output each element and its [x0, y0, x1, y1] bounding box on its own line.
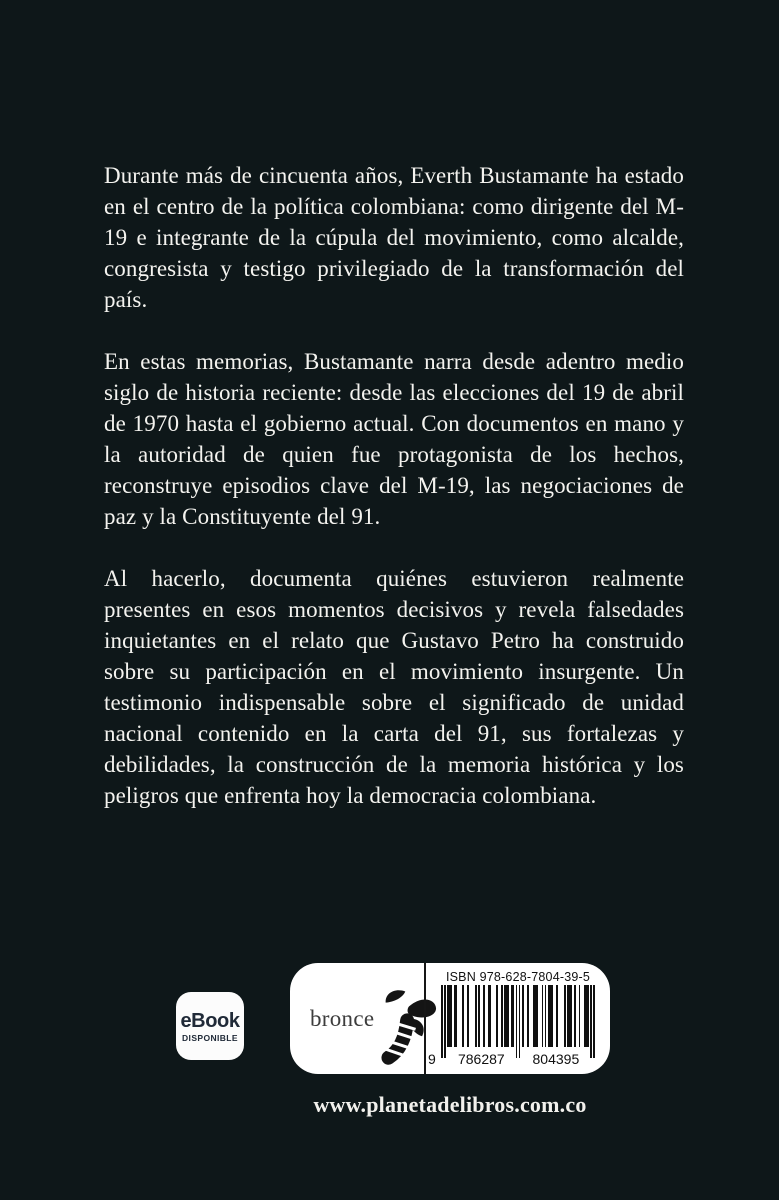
publisher-barcode-block	[290, 963, 610, 1074]
synopsis-paragraph-2: En estas memorias, Bustamante narra desde adentro medio siglo de historia reciente: desde las elecciones del 19 de abril de 1970 hasta el gobierno actual. Con documentos en mano y la autoridad de quien fue protagonista de los hechos, reconstruye episodios clave del M-19, las negociaciones de paz y la Constituyente del 91.	[104, 349, 684, 529]
isbn-label: ISBN 978-628-7804-39-5	[445, 970, 591, 984]
website-url: www.planetadelibros.com.co	[313, 1092, 587, 1117]
synopsis	[104, 160, 684, 842]
imprint-name: bronce	[310, 1005, 375, 1031]
imprint-section	[290, 963, 424, 1074]
ebook-available-badge	[176, 992, 244, 1060]
synopsis-paragraph-1: Durante más de cincuenta años, Everth Bustamante ha estado en el centro de la política colombiana: como dirigente del M-19 e integrante de la cúpula del movimiento, como alcalde, congresista y testigo privilegiado de la transformación del país.	[104, 163, 684, 312]
synopsis-paragraph-3: Al hacerlo, documenta quiénes estuvieron realmente presentes en esos momentos decisivos y revela falsedades inquietantes en el relato que Gustavo Petro ha construido sobre su participación en el movimiento insurgente. Un testimonio indispensable sobre el significado de unidad nacional contenido en la carta del 91, sus fortalezas y debilidades, la construcción de la memoria histórica y los peligros que enfrenta hoy la democracia colombiana.	[104, 566, 684, 808]
ebook-label: eBook	[180, 1009, 240, 1032]
barcode	[428, 985, 595, 1067]
barcode-digits-left-group: 786287	[457, 1051, 505, 1067]
barcode-digits-right-group: 804395	[532, 1051, 580, 1067]
barcode-digit-prefix: 9	[428, 1051, 436, 1067]
barcode-section	[426, 963, 610, 1074]
ebook-disponible-label: DISPONIBLE	[182, 1032, 238, 1043]
